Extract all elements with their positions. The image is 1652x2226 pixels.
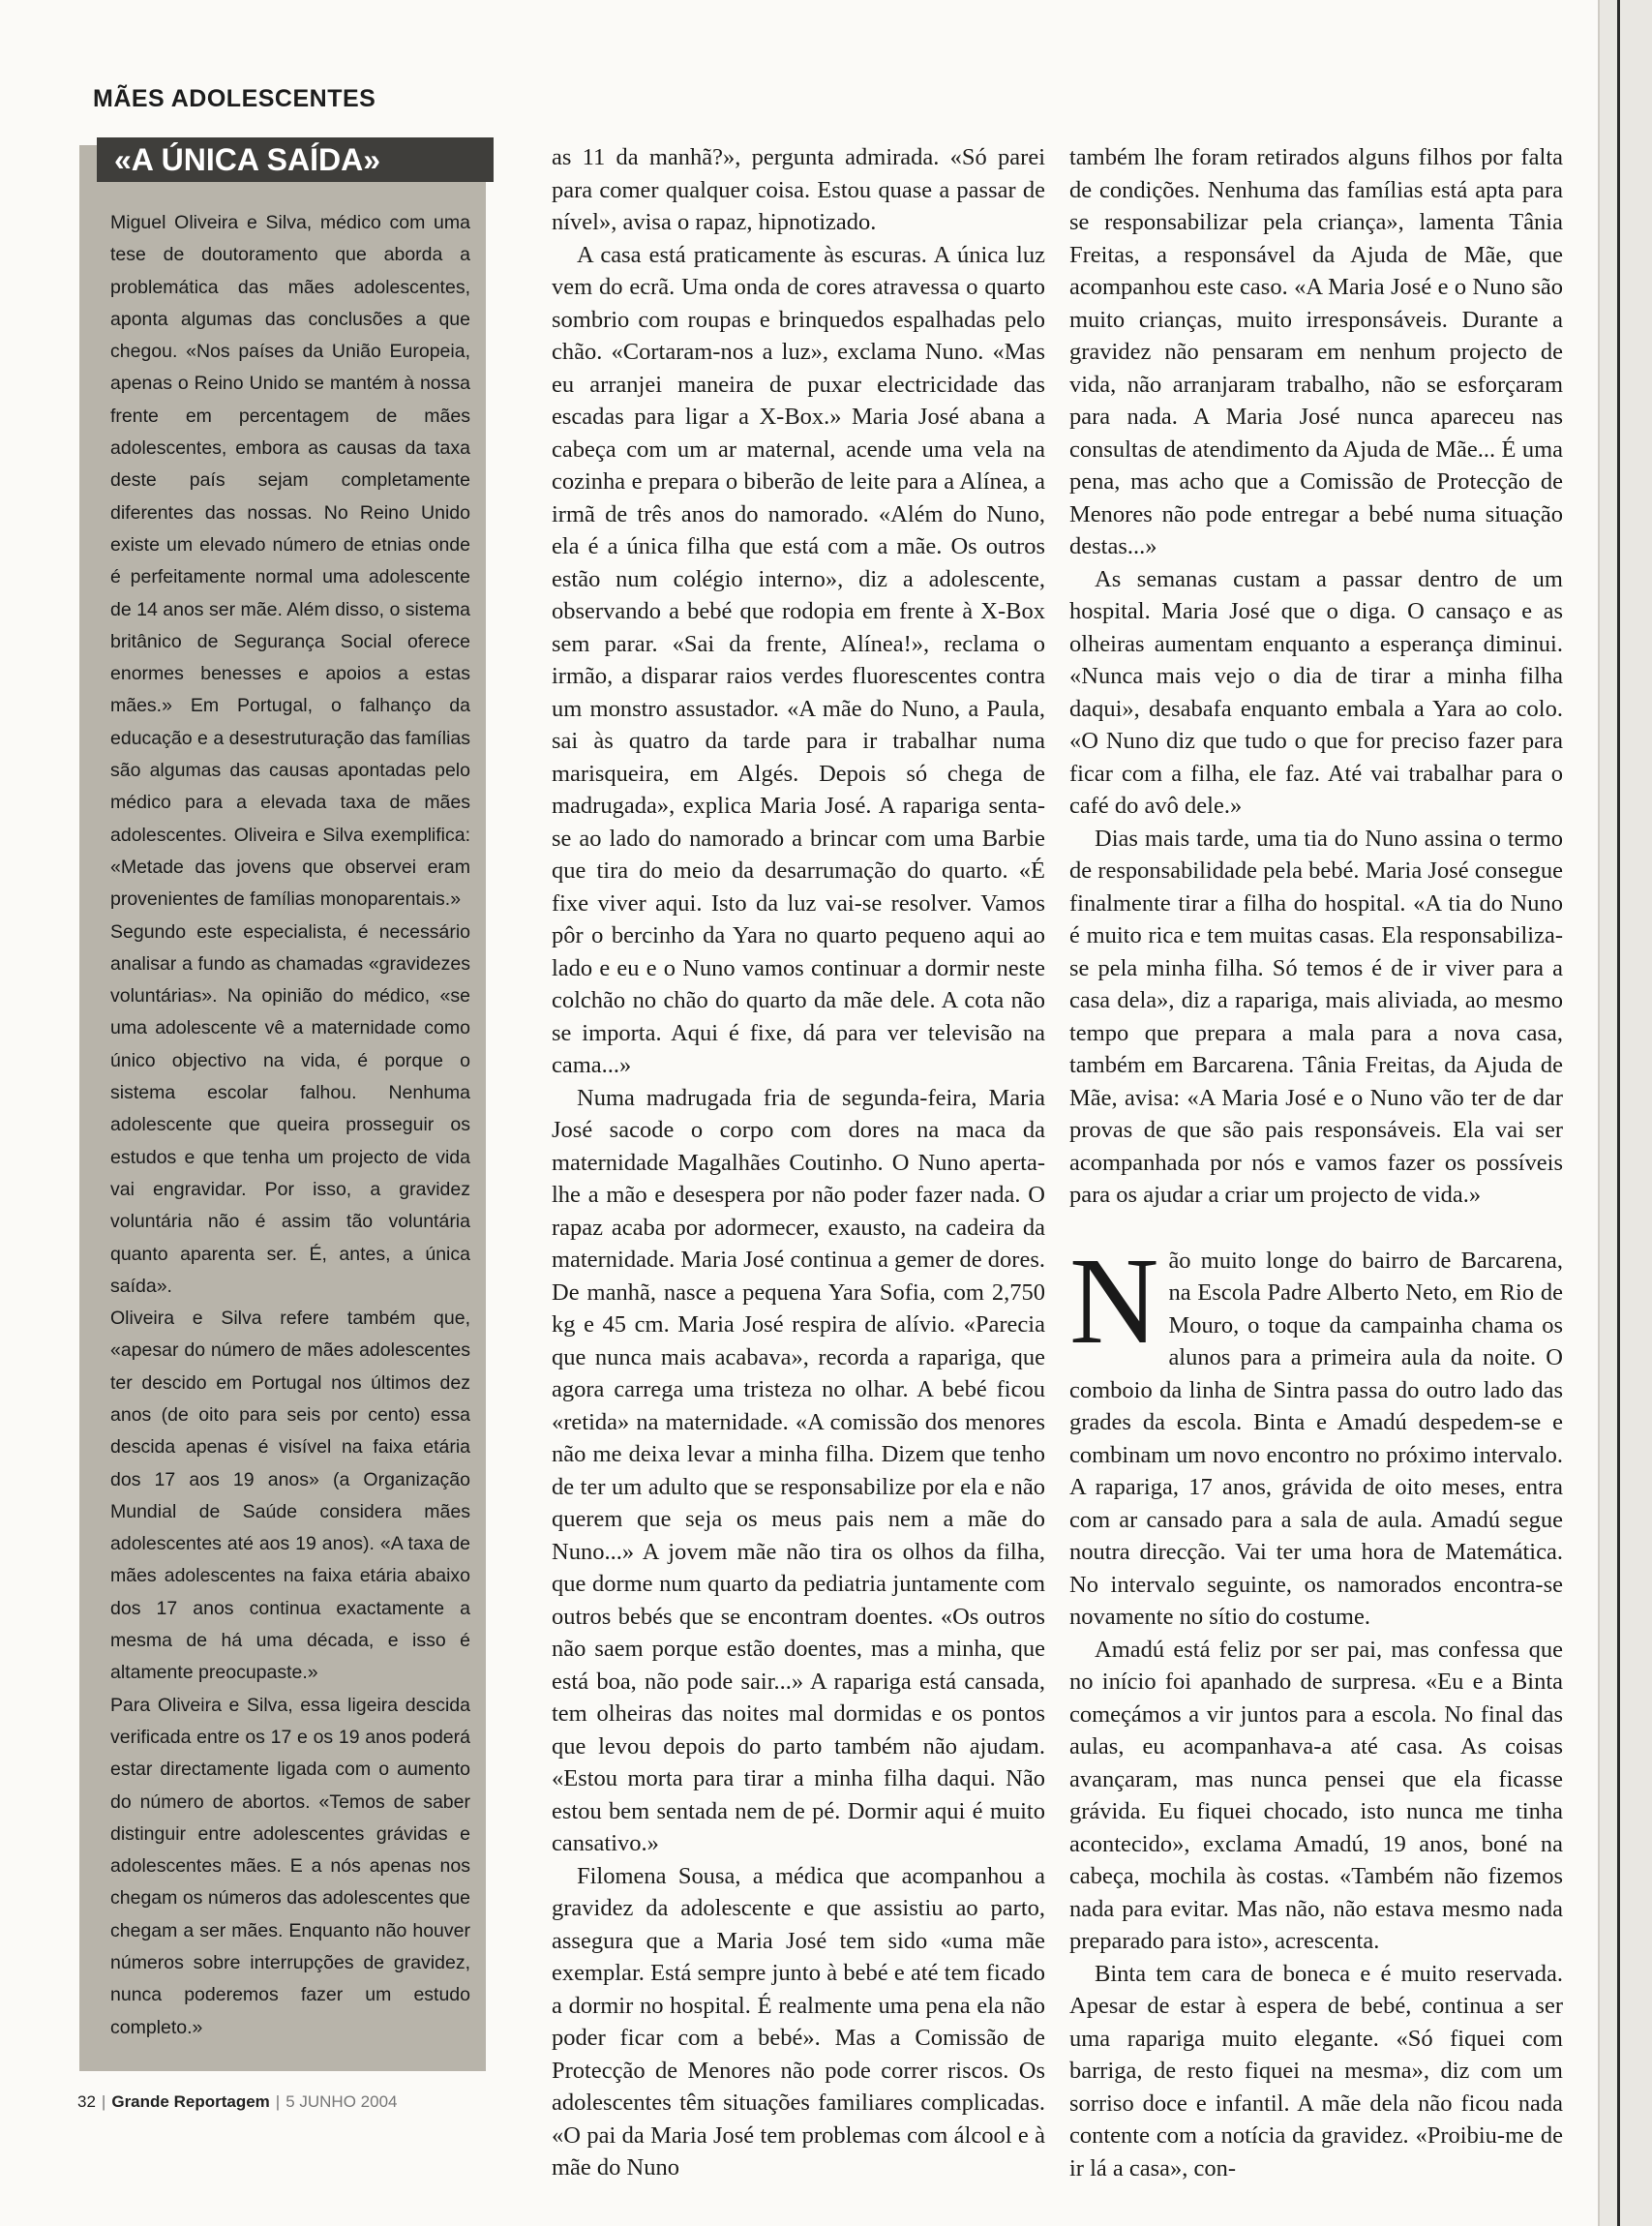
sidebar-paragraph: Oliveira e Silva refere também que, «apesar do número de mães adolescentes ter descido em Portugal nos últimos dez anos (de oito para seis por cento) essa descida apenas é visível na faixa etária dos 17 aos 19 anos» (a Organização Mundial de Saúde considera mães adolescentes até aos 19 anos). «A taxa de mães adolescentes na faixa etária abaixo dos 17 anos continua exactamente a mesma de há uma década, e isso é altamente preocupaste.» (110, 1308, 470, 1684)
article-paragraph: Binta tem cara de boneca e é muito reservada. Apesar de estar à espera de bebé, continua a ser uma rapariga muito elegante. «Só fiquei com barriga, de resto fiquei na mesma», diz com um sorriso doce e infantil. A mãe dela não ficou nada contente com a notícia da gravidez. «Proibiu-me de ir lá a casa», con- (1069, 1960, 1563, 2181)
drop-cap: N (1069, 1231, 1159, 1369)
sidebar-body (110, 207, 470, 2044)
article-column-1 (552, 141, 1045, 2184)
issue-date: 5 JUNHO 2004 (285, 2092, 398, 2111)
article-paragraph: Filomena Sousa, a médica que acompanhou a gravidez da adolescente e que assistiu ao parto, assegura que a Maria José tem sido «uma mãe exemplar. Está sempre junto à bebé e até tem ficado a dormir no hospital. É realmente uma pena ela não poder ficar com a bebé». Mas a Comissão de Protecção de Menores não pode correr riscos. Os adolescentes têm situações familiares complicadas. «O pai da Maria José tem problemas com álcool e à mãe do Nuno (552, 1862, 1045, 2181)
section-label: MÃES ADOLESCENTES (93, 85, 376, 112)
sidebar-paragraph: Segundo este especialista, é necessário analisar a fundo as chamadas «gravidezes voluntárias». Na opinião do médico, «se uma adolescente vê a maternidade como único objectivo na vida, é porque o sistema escolar falhou. Nenhuma adolescente que queira prosseguir os estudos e que tenha um projecto de vida vai engravidar. Por isso, a gravidez voluntária não é assim tão voluntária quanto aparenta ser. É, antes, a única saída». (110, 920, 470, 1297)
binding-spine (1617, 0, 1620, 2226)
article-paragraph: Numa madrugada fria de segunda-feira, Maria José sacode o corpo com dores na maca da maternidade Magalhães Coutinho. O Nuno aperta-lhe a mão e desespera por não poder fazer nada. O rapaz acaba por adormecer, exausto, na cadeira da maternidade. Maria José continua a gemer de dores. De manhã, nasce a pequena Yara Sofia, com 2,750 kg e 45 cm. Maria José respira de alívio. «Parecia que nunca mais acabava», recorda a rapariga, que agora carrega uma tristeza no olhar. A bebé ficou «retida» na maternidade. «A comissão dos menores não me deixa levar a minha filha. Dizem que tenho de ter um adulto que se responsabilize por ela e não querem que seja os meus pais nem a mãe do Nuno...» A jovem mãe não tira os olhos da filha, que dorme num quarto da pediatria juntamente com outros bebés que se encontram doentes. «Os outros não saem porque estão doentes, mas a minha, que está boa, não pode sair...» A rapariga está cansada, tem olheiras das noites mal dormidas e os pontos que levou depois do parto também não ajudam. «Estou morta para tirar a minha filha daqui. Não estou bem sentada nem de pé. Dormir aqui é muito cansativo.» (552, 1084, 1045, 1856)
page-footer (77, 2092, 397, 2112)
sidebar-paragraph: Para Oliveira e Silva, essa ligeira descida verificada entre os 17 e os 19 anos poderá estar directamente ligada com o aumento do número de abortos. «Temos de saber distinguir entre adolescentes grávidas e adolescentes mães. E a nós apenas nos chegam os números das adolescentes que chegam a ser mães. Enquanto não houver números sobre interrupções de gravidez, nunca poderemos fazer um estudo completo.» (110, 1694, 470, 2038)
publication-name: Grande Reportagem (111, 2092, 270, 2111)
article-column-2 (1069, 141, 1563, 2184)
footer-separator: | (275, 2092, 281, 2111)
dropcap-paragraph (1069, 1231, 1563, 1634)
article-paragraph: As semanas custam a passar dentro de um hospital. Maria José que o diga. O cansaço e as olheiras aumentam enquanto a esperança diminui. «Nunca mais vejo o dia de tirar a minha filha daqui», desabafa enquanto embala a Yara ao colo. «O Nuno diz que tudo o que for preciso fazer para ficar com a filha, ele faz. Até vai trabalhar para o café do avô dele.» (1069, 565, 1563, 819)
article-paragraph: A casa está praticamente às escuras. A única luz vem do ecrã. Uma onda de cores atravessa o quarto sombrio com roupas e brinquedos espalhadas pelo chão. «Cortaram-nos a luz», exclama Nuno. «Mas eu arranjei maneira de puxar electricidade das escadas para ligar a X-Box.» Maria José abana a cabeça com um ar maternal, acende uma vela na cozinha e prepara o biberão de leite para a Alínea, a irmã de três anos do namorado. «Além do Nuno, ela é a única filha que está com a mãe. Os outros estão num colégio interno», diz a adolescente, observando a bebé que rodopia em frente à X-Box sem parar. «Sai da frente, Alínea!», reclama o irmão, a disparar raios verdes fluorescentes contra um monstro assustador. «A mãe do Nuno, a Paula, sai às quatro da tarde para ir trabalhar numa marisqueira, em Algés. Depois só chega de madrugada», explica Maria José. A rapariga senta-se ao lado do namorado a brincar com uma Barbie que tira do meio da desarrumação do quarto. «É fixe viver aqui. Isto da luz vai-se resolver. Vamos pôr o bercinho da Yara no quarto pequeno aqui ao lado e eu e o Nuno vamos continuar a dormir neste colchão no chão do quarto da mãe dele. A cota não se importa. Aqui é fixe, dá para ver televisão na cama...» (552, 241, 1045, 1078)
footer-separator: | (101, 2092, 106, 2111)
article-paragraph: Amadú está feliz por ser pai, mas confessa que no início foi apanhado de surpresa. «Eu e a Binta começámos a vir juntos para a escola. No final das aulas, eu acompanhava-a até casa. As coisas avançaram, mas nunca pensei que ela ficasse grávida. Eu fiquei chocado, isto nunca me tinha acontecido», exclama Amadú, 19 anos, boné na cabeça, mochila às costas. «Também não fizemos nada para evitar. Mas não, não estava mesmo nada preparado para isto», acrescenta. (1069, 1636, 1563, 1954)
article-paragraph: também lhe foram retirados alguns filhos por falta de condições. Nenhuma das famílias está apta para se responsabilizar pela criança», lamenta Tânia Freitas, a responsável da Ajuda de Mãe, que acompanhou este caso. «A Maria José e o Nuno são muito crianças, muito irresponsáveis. Durante a gravidez não pensaram em nenhum projecto de vida, não arranjaram trabalho, não se esforçaram para nada. A Maria José nunca apareceu nas consultas de atendimento da Ajuda de Mãe... É uma pena, mas acho que a Comissão de Protecção de Menores não pode entregar a bebé numa situação destas...» (1069, 144, 1563, 559)
page-edge (1598, 0, 1652, 2226)
dropcap-paragraph-text: ão muito longe do bairro de Barcarena, na Escola Padre Alberto Neto, em Rio de Mouro, o toque da campainha chama os alunos para a primeira aula da noite. O comboio da linha de Sintra passa do outro lado das grades da escola. Binta e Amadú despedem-se e combinam um novo encontro no próximo intervalo. A rapariga, 17 anos, grávida de oito meses, entra com ar cansado para a sala de aula. Amadú segue noutra direcção. Vai ter uma hora de Matemática. No intervalo seguinte, os namorados encontra-se novamente no sítio do costume. (1069, 1247, 1563, 1630)
page-number: 32 (77, 2092, 96, 2111)
article-paragraph: as 11 da manhã?», pergunta admirada. «Só parei para comer qualquer coisa. Estou quase a passar de nível», avisa o rapaz, hipnotizado. (552, 144, 1045, 235)
article-paragraph: Dias mais tarde, uma tia do Nuno assina o termo de responsabilidade pela bebé. Maria José consegue finalmente tirar a filha do hospital. «A tia do Nuno é muito rica e tem muitas casas. Ela responsabiliza-se pela minha filha. Só temos é de ir viver para a casa dela», diz a rapariga, mais aliviada, ao mesmo tempo que prepara a mala para a nova casa, também em Barcarena. Tânia Freitas, da Ajuda de Mãe, avisa: «A Maria José e o Nuno vão ter de dar provas de que são pais responsáveis. Ela vai ser acompanhada por nós e vamos fazer os possíveis para os ajudar a criar um projecto de vida.» (1069, 825, 1563, 1208)
sidebar-title: «A ÚNICA SAÍDA» (97, 137, 494, 182)
sidebar-paragraph: Miguel Oliveira e Silva, médico com uma tese de doutoramento que aborda a problemática das mães adolescentes, aponta algumas das conclusões a que chegou. «Nos países da União Europeia, apenas o Reino Unido se mantém à nossa frente em percentagem de mães adolescentes, embora as causas da taxa deste país sejam completamente diferentes das nossas. No Reino Unido existe um elevado número de etnias onde é perfeitamente normal uma adolescente de 14 anos ser mãe. Além disso, o sistema britânico de Segurança Social oferece enormes benesses e apoios a estas mães.» Em Portugal, o falhanço da educação e a desestruturação das famílias são algumas das causas apontadas pelo médico para a elevada taxa de mães adolescentes. Oliveira e Silva exemplifica: «Metade das jovens que observei eram provenientes de famílias monoparentais.» (110, 212, 470, 911)
